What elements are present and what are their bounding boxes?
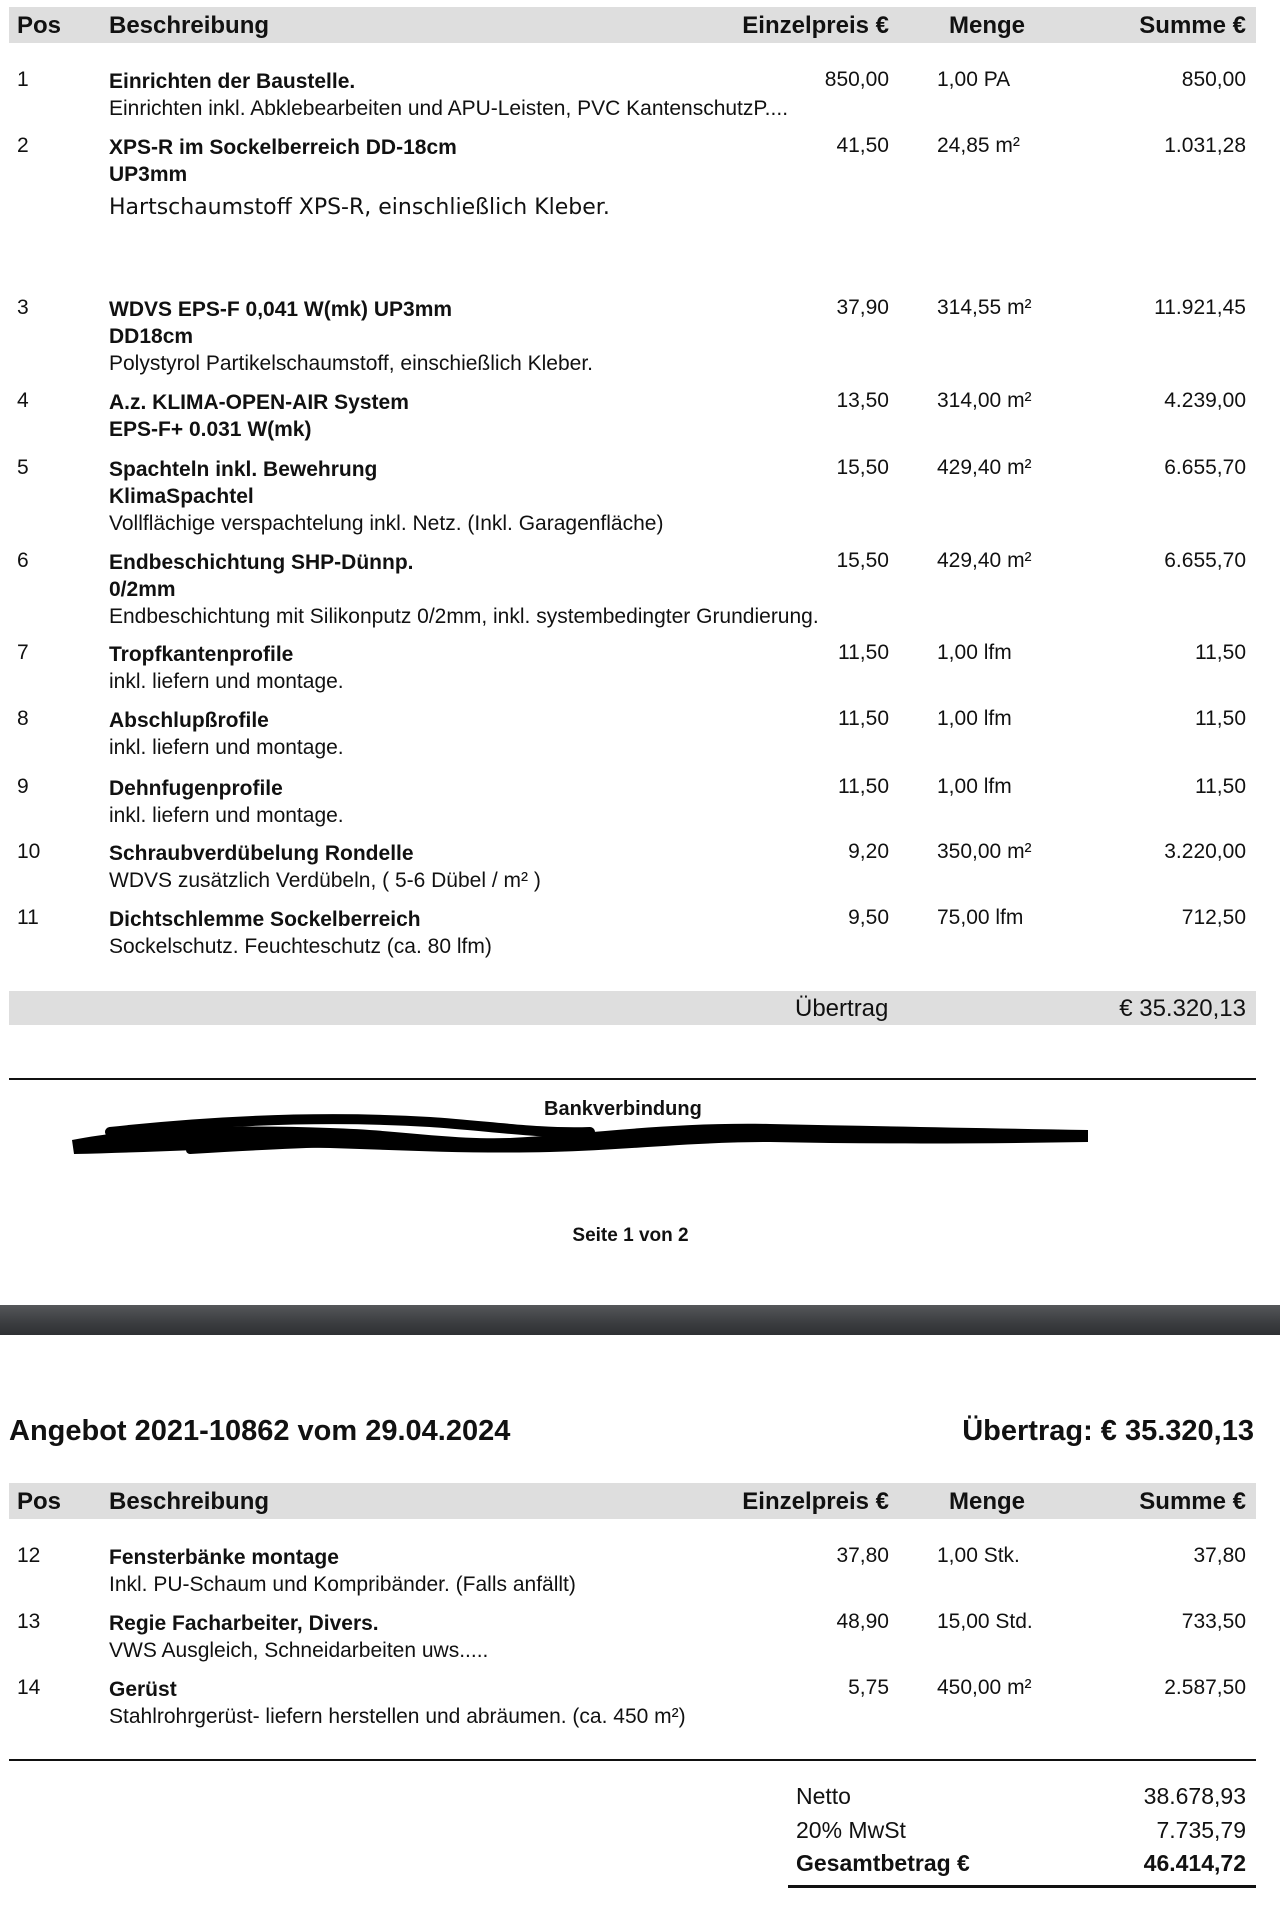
row-subtitle: Stahlrohrgerüst- liefern herstellen und abräumen. (ca. 450 m²) xyxy=(109,1705,686,1728)
footer-divider xyxy=(9,1078,1256,1080)
col-sum-header: Summe € xyxy=(1139,1488,1246,1515)
row-pos: 12 xyxy=(17,1544,41,1567)
row-unit-price: 11,50 xyxy=(838,707,889,730)
col-pos-header: Pos xyxy=(17,1488,62,1515)
netto-value: 38.678,93 xyxy=(1143,1783,1246,1809)
row-quantity: 1,00 lfm xyxy=(937,707,1012,730)
grand-total-value: 46.414,72 xyxy=(1143,1850,1246,1876)
row-title: Abschlupßrofile xyxy=(109,709,269,732)
row-sum: 11,50 xyxy=(1195,641,1246,664)
row-quantity: 1,00 PA xyxy=(937,68,1011,91)
invoice-page-2 xyxy=(0,1335,1280,1905)
row-sum: 6.655,70 xyxy=(1164,549,1246,572)
row-sum: 712,50 xyxy=(1181,906,1246,929)
row-quantity: 450,00 m² xyxy=(937,1676,1032,1699)
tax-label: 20% MwSt xyxy=(796,1817,906,1843)
grand-total-label: Gesamtbetrag € xyxy=(796,1850,970,1876)
row-title: Dehnfugenprofile xyxy=(109,777,283,800)
netto-label: Netto xyxy=(796,1783,851,1809)
row-sum: 11,50 xyxy=(1195,775,1246,798)
table-header xyxy=(9,7,1256,43)
row-title: Dichtschlemme Sockelberreich xyxy=(109,908,421,931)
row-unit-price: 37,80 xyxy=(836,1544,889,1567)
offer-title: Angebot 2021-10862 vom 29.04.2024 xyxy=(9,1415,511,1447)
row-sum: 11,50 xyxy=(1195,707,1246,730)
row-subtitle: Hartschaumstoff XPS-R, einschließlich Kleber. xyxy=(109,195,610,220)
page-number: Seite 1 von 2 xyxy=(572,1225,689,1246)
row-quantity: 24,85 m² xyxy=(937,134,1020,157)
row-subtitle: Inkl. PU-Schaum und Kompribänder. (Falls anfällt) xyxy=(109,1573,576,1596)
page-separator xyxy=(0,1305,1280,1335)
row-pos: 3 xyxy=(17,296,29,319)
row-sum: 3.220,00 xyxy=(1164,840,1246,863)
row-pos: 1 xyxy=(17,68,29,91)
row-title: Schraubverdübelung Rondelle xyxy=(109,842,414,865)
row-title: Regie Facharbeiter, Divers. xyxy=(109,1612,379,1635)
bank-details-title: Bankverbindung xyxy=(544,1098,702,1120)
row-unit-price: 9,50 xyxy=(848,906,889,929)
row-sum: 1.031,28 xyxy=(1164,134,1246,157)
row-title: XPS-R im Sockelberreich DD-18cm UP3mm xyxy=(109,136,457,186)
row-subtitle: Polystyrol Partikelschaumstoff, einschießlich Kleber. xyxy=(109,352,593,375)
row-title: A.z. KLIMA-OPEN-AIR System EPS-F+ 0.031 W(mk) xyxy=(109,391,409,441)
row-unit-price: 48,90 xyxy=(836,1610,889,1633)
col-description-header: Beschreibung xyxy=(109,12,270,39)
row-unit-price: 850,00 xyxy=(824,68,889,91)
col-quantity-header: Menge xyxy=(949,1488,1026,1515)
row-unit-price: 37,90 xyxy=(836,296,889,319)
row-quantity: 350,00 m² xyxy=(937,840,1032,863)
row-sum: 37,80 xyxy=(1193,1544,1246,1567)
row-title: Fensterbänke montage xyxy=(109,1546,339,1569)
col-description-header: Beschreibung xyxy=(109,1488,270,1515)
col-unit-price-header: Einzelpreis € xyxy=(742,12,889,39)
row-sum: 6.655,70 xyxy=(1164,456,1246,479)
carry-over-value: € 35.320,13 xyxy=(1119,995,1246,1022)
row-quantity: 75,00 lfm xyxy=(937,906,1024,929)
row-unit-price: 11,50 xyxy=(838,641,889,664)
row-unit-price: 15,50 xyxy=(836,456,889,479)
carry-over-label: Übertrag xyxy=(795,995,889,1022)
row-title: Spachteln inkl. Bewehrung KlimaSpachtel xyxy=(109,458,378,508)
tax-value: 7.735,79 xyxy=(1156,1817,1246,1843)
row-sum: 2.587,50 xyxy=(1164,1676,1246,1699)
row-unit-price: 5,75 xyxy=(848,1676,889,1699)
col-quantity-header: Menge xyxy=(949,12,1026,39)
row-unit-price: 13,50 xyxy=(836,389,889,412)
row-title: Tropfkantenprofile xyxy=(109,643,294,666)
row-subtitle: WDVS zusätzlich Verdübeln, ( 5-6 Dübel / m² ) xyxy=(109,869,541,892)
row-title: Gerüst xyxy=(109,1678,177,1701)
row-unit-price: 9,20 xyxy=(848,840,889,863)
row-pos: 9 xyxy=(17,775,29,798)
row-unit-price: 15,50 xyxy=(836,549,889,572)
row-subtitle: inkl. liefern und montage. xyxy=(109,804,344,827)
row-pos: 8 xyxy=(17,707,29,730)
row-pos: 10 xyxy=(17,840,41,863)
row-quantity: 1,00 lfm xyxy=(937,641,1012,664)
row-sum: 850,00 xyxy=(1181,68,1246,91)
row-pos: 14 xyxy=(17,1676,41,1699)
row-quantity: 429,40 m² xyxy=(937,456,1032,479)
row-pos: 13 xyxy=(17,1610,41,1633)
row-title: Endbeschichtung SHP-Dünnp. 0/2mm xyxy=(109,551,414,601)
row-subtitle: Endbeschichtung mit Silikonputz 0/2mm, inkl. systembedingter Grundierung. xyxy=(109,605,819,628)
row-title: WDVS EPS-F 0,041 W(mk) UP3mm DD18cm xyxy=(109,298,453,348)
row-subtitle: VWS Ausgleich, Schneidarbeiten uws..... xyxy=(109,1639,489,1662)
row-quantity: 429,40 m² xyxy=(937,549,1032,572)
carry-over-bar xyxy=(9,991,1256,1025)
row-title: Einrichten der Baustelle. xyxy=(109,70,356,93)
row-subtitle: Sockelschutz. Feuchteschutz (ca. 80 lfm) xyxy=(109,935,492,958)
row-quantity: 314,55 m² xyxy=(937,296,1032,319)
row-pos: 2 xyxy=(17,134,29,157)
row-sum: 4.239,00 xyxy=(1164,389,1246,412)
row-quantity: 314,00 m² xyxy=(937,389,1032,412)
row-quantity: 1,00 lfm xyxy=(937,775,1012,798)
col-unit-price-header: Einzelpreis € xyxy=(742,1488,889,1515)
col-sum-header: Summe € xyxy=(1139,12,1246,39)
row-pos: 4 xyxy=(17,389,29,412)
row-subtitle: Vollflächige verspachtelung inkl. Netz. (Inkl. Garagenfläche) xyxy=(109,512,664,535)
row-quantity: 1,00 Stk. xyxy=(937,1544,1020,1567)
row-subtitle: inkl. liefern und montage. xyxy=(109,670,344,693)
row-pos: 5 xyxy=(17,456,29,479)
row-pos: 7 xyxy=(17,641,29,664)
row-sum: 11.921,45 xyxy=(1154,296,1246,319)
row-subtitle: inkl. liefern und montage. xyxy=(109,736,344,759)
row-pos: 11 xyxy=(17,906,39,929)
row-unit-price: 11,50 xyxy=(838,775,889,798)
row-unit-price: 41,50 xyxy=(836,134,889,157)
grand-total-underline xyxy=(788,1885,1256,1888)
totals-divider xyxy=(9,1759,1256,1761)
row-quantity: 15,00 Std. xyxy=(937,1610,1033,1633)
row-subtitle: Einrichten inkl. Abklebearbeiten und APU-Leisten, PVC KantenschutzP.... xyxy=(109,97,789,120)
col-pos-header: Pos xyxy=(17,12,62,39)
redaction-scribble xyxy=(70,1110,1090,1158)
row-pos: 6 xyxy=(17,549,29,572)
row-sum: 733,50 xyxy=(1181,1610,1246,1633)
table-header xyxy=(9,1483,1256,1519)
offer-carry-over: Übertrag: € 35.320,13 xyxy=(962,1415,1254,1447)
